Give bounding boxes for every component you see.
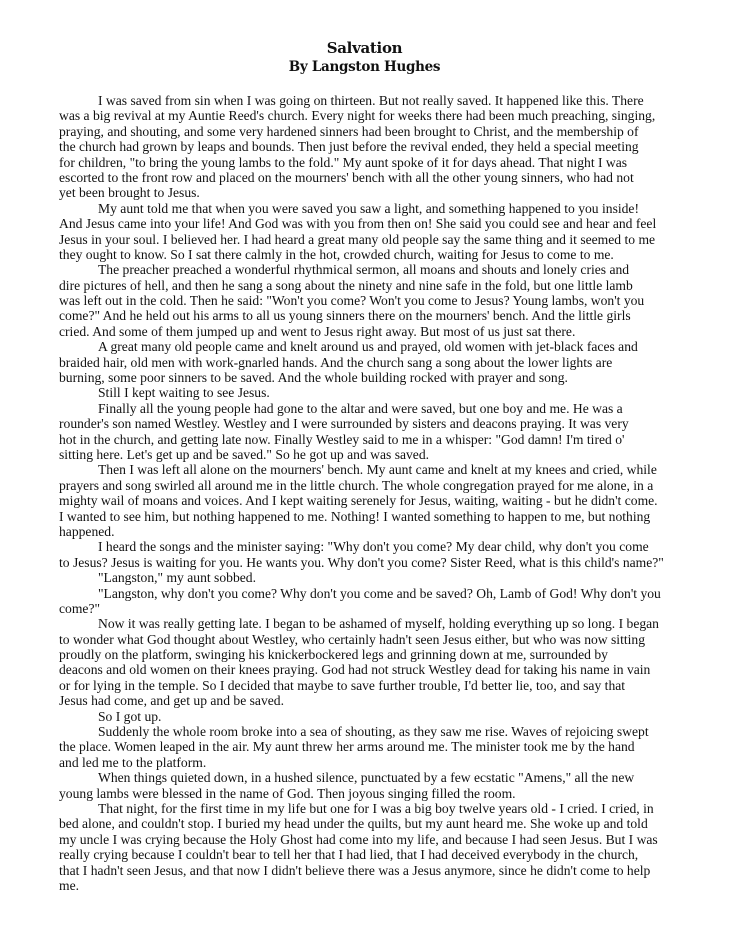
text-line: escorted to the front row and placed on the mourners' bench with all the other young sinners, who had not xyxy=(59,169,634,185)
text-line: I wanted to see him, but nothing happened to me. Nothing! I wanted something to happen to me, but nothing xyxy=(59,508,651,524)
text-line: was a big revival at my Auntie Reed's church. Every night for weeks there had been much preaching, singing, xyxy=(59,108,656,124)
text-line: mighty wail of moans and voices. And I kept waiting serenely for Jesus, waiting, waiting - but he didn't come. xyxy=(59,493,658,509)
text-line: "Langston," my aunt sobbed. xyxy=(98,570,256,586)
text-line: praying, and shouting, and some very hardened sinners had been brought to Christ, and the membership of xyxy=(59,123,639,139)
text-line: cried. And some of them jumped up and went to Jesus right away. But most of us just sat there. xyxy=(59,323,576,339)
text-line: When things quieted down, in a hushed silence, punctuated by a few ecstatic "Amens," all the new xyxy=(98,770,635,786)
text-line: me. xyxy=(59,877,80,893)
text-line: A great many old people came and knelt around us and prayed, old women with jet-black faces and xyxy=(98,339,638,355)
text-line: my uncle I was crying because the Holy Ghost had come into my life, and because I had seen Jesus. But I was xyxy=(59,831,658,847)
text-line: young lambs were blessed in the name of God. Then joyous singing filled the room. xyxy=(59,785,516,801)
text-line: the place. Women leaped in the air. My aunt threw her arms around me. The minister took me by the hand xyxy=(59,739,635,755)
text-line: bed alone, and couldn't stop. I buried my head under the quilts, but my aunt heard me. She woke up and told xyxy=(59,816,648,832)
text-line: My aunt told me that when you were saved you saw a light, and something happened to you inside! xyxy=(98,200,639,216)
text-line: burning, some poor sinners to be saved. And the whole building rocked with prayer and song. xyxy=(59,370,568,386)
text-line: happened. xyxy=(59,523,115,539)
text-line: Jesus in your soul. I believed her. I had heard a great many old people say the same thing and it seemed to me xyxy=(59,231,656,247)
document-title: Salvation xyxy=(326,39,403,57)
text-line: was left out in the cold. Then he said: "Won't you come? Won't you come to Jesus? Young lambs, won't you xyxy=(59,293,645,309)
text-line: Still I kept waiting to see Jesus. xyxy=(98,385,270,401)
document-author: By Langston Hughes xyxy=(288,59,441,75)
text-line: I heard the songs and the minister saying: "Why don't you come? My dear child, why don't you come xyxy=(98,539,649,555)
text-line: Finally all the young people had gone to the altar and were saved, but one boy and me. He was a xyxy=(98,400,623,416)
document-body xyxy=(59,93,689,893)
text-line: rounder's son named Westley. Westley and I were surrounded by sisters and deacons praying. It was very xyxy=(59,416,629,432)
text-line: and led me to the platform. xyxy=(59,754,207,770)
text-line: come?" xyxy=(59,600,101,616)
text-line: Jesus had come, and get up and be saved. xyxy=(59,693,284,709)
text-line: yet been brought to Jesus. xyxy=(59,185,200,201)
text-line: I was saved from sin when I was going on thirteen. But not really saved. It happened like this. There xyxy=(98,93,644,108)
text-line: Suddenly the whole room broke into a sea of shouting, as they saw me rise. Waves of rejoicing swept xyxy=(98,724,649,740)
text-line: come?" And he held out his arms to all us young sinners there on the mourners' bench. And the little girls xyxy=(59,308,631,324)
text-line: proudly on the platform, swinging his knickerbockered legs and grinning down at me, surrounded by xyxy=(59,647,608,663)
text-line: sitting here. Let's get up and be saved." So he got up and was saved. xyxy=(59,446,430,462)
text-line: deacons and old women on their knees praying. God had not struck Westley dead for taking his name in vain xyxy=(59,662,651,678)
text-line: That night, for the first time in my life but one for I was a big boy twelve years old - I cried. I cried, in xyxy=(98,800,654,816)
text-line: And Jesus came into your life! And God was with you from then on! She said you could see and hear and feel xyxy=(59,216,657,232)
text-line: that I hadn't seen Jesus, and that now I didn't believe there was a Jesus anymore, since he didn't come to help xyxy=(59,862,651,878)
text-line: the church had grown by leaps and bounds. Then just before the revival ended, they held a special meeting xyxy=(59,139,639,155)
text-line: or for lying in the temple. So I decided that maybe to save further trouble, I'd better lie, too, and say that xyxy=(59,677,626,693)
text-line: for children, "to bring the young lambs to the fold." My aunt spoke of it for days ahead. That night I was xyxy=(59,154,628,170)
text-line: The preacher preached a wonderful rhythmical sermon, all moans and shouts and lonely cries and xyxy=(98,262,630,278)
text-line: prayers and song swirled all around me in the little church. The whole congregation prayed for me alone, in a xyxy=(59,477,654,493)
text-line: braided hair, old men with work-gnarled hands. And the church sang a song about the lower lights are xyxy=(59,354,613,370)
text-line: "Langston, why don't you come? Why don't you come and be saved? Oh, Lamb of God! Why don't you xyxy=(98,585,661,601)
text-line: hot in the church, and getting late now. Finally Westley said to me in a whisper: "God damn! I'm tired o' xyxy=(59,431,625,447)
text-line: dire pictures of hell, and then he sang a song about the ninety and nine safe in the fold, but one little lamb xyxy=(59,277,633,293)
text-line: to wonder what God thought about Westley, who certainly hadn't seen Jesus either, but who was now sitting xyxy=(59,631,645,647)
text-line: really crying because I couldn't bear to tell her that I had lied, that I had deceived everybody in the church, xyxy=(59,847,639,863)
text-line: they ought to know. So I sat there calmly in the hot, crowded church, waiting for Jesus to come to me. xyxy=(59,246,614,262)
text-line: So I got up. xyxy=(98,708,162,724)
text-line: Now it was really getting late. I began to be ashamed of myself, holding everything up so long. I began xyxy=(98,616,659,632)
text-line: Then I was left all alone on the mourners' bench. My aunt came and knelt at my knees and cried, while xyxy=(98,462,657,478)
text-line: to Jesus? Jesus is waiting for you. He wants you. Why don't you come? Sister Reed, what is this child's name?" xyxy=(59,554,664,570)
